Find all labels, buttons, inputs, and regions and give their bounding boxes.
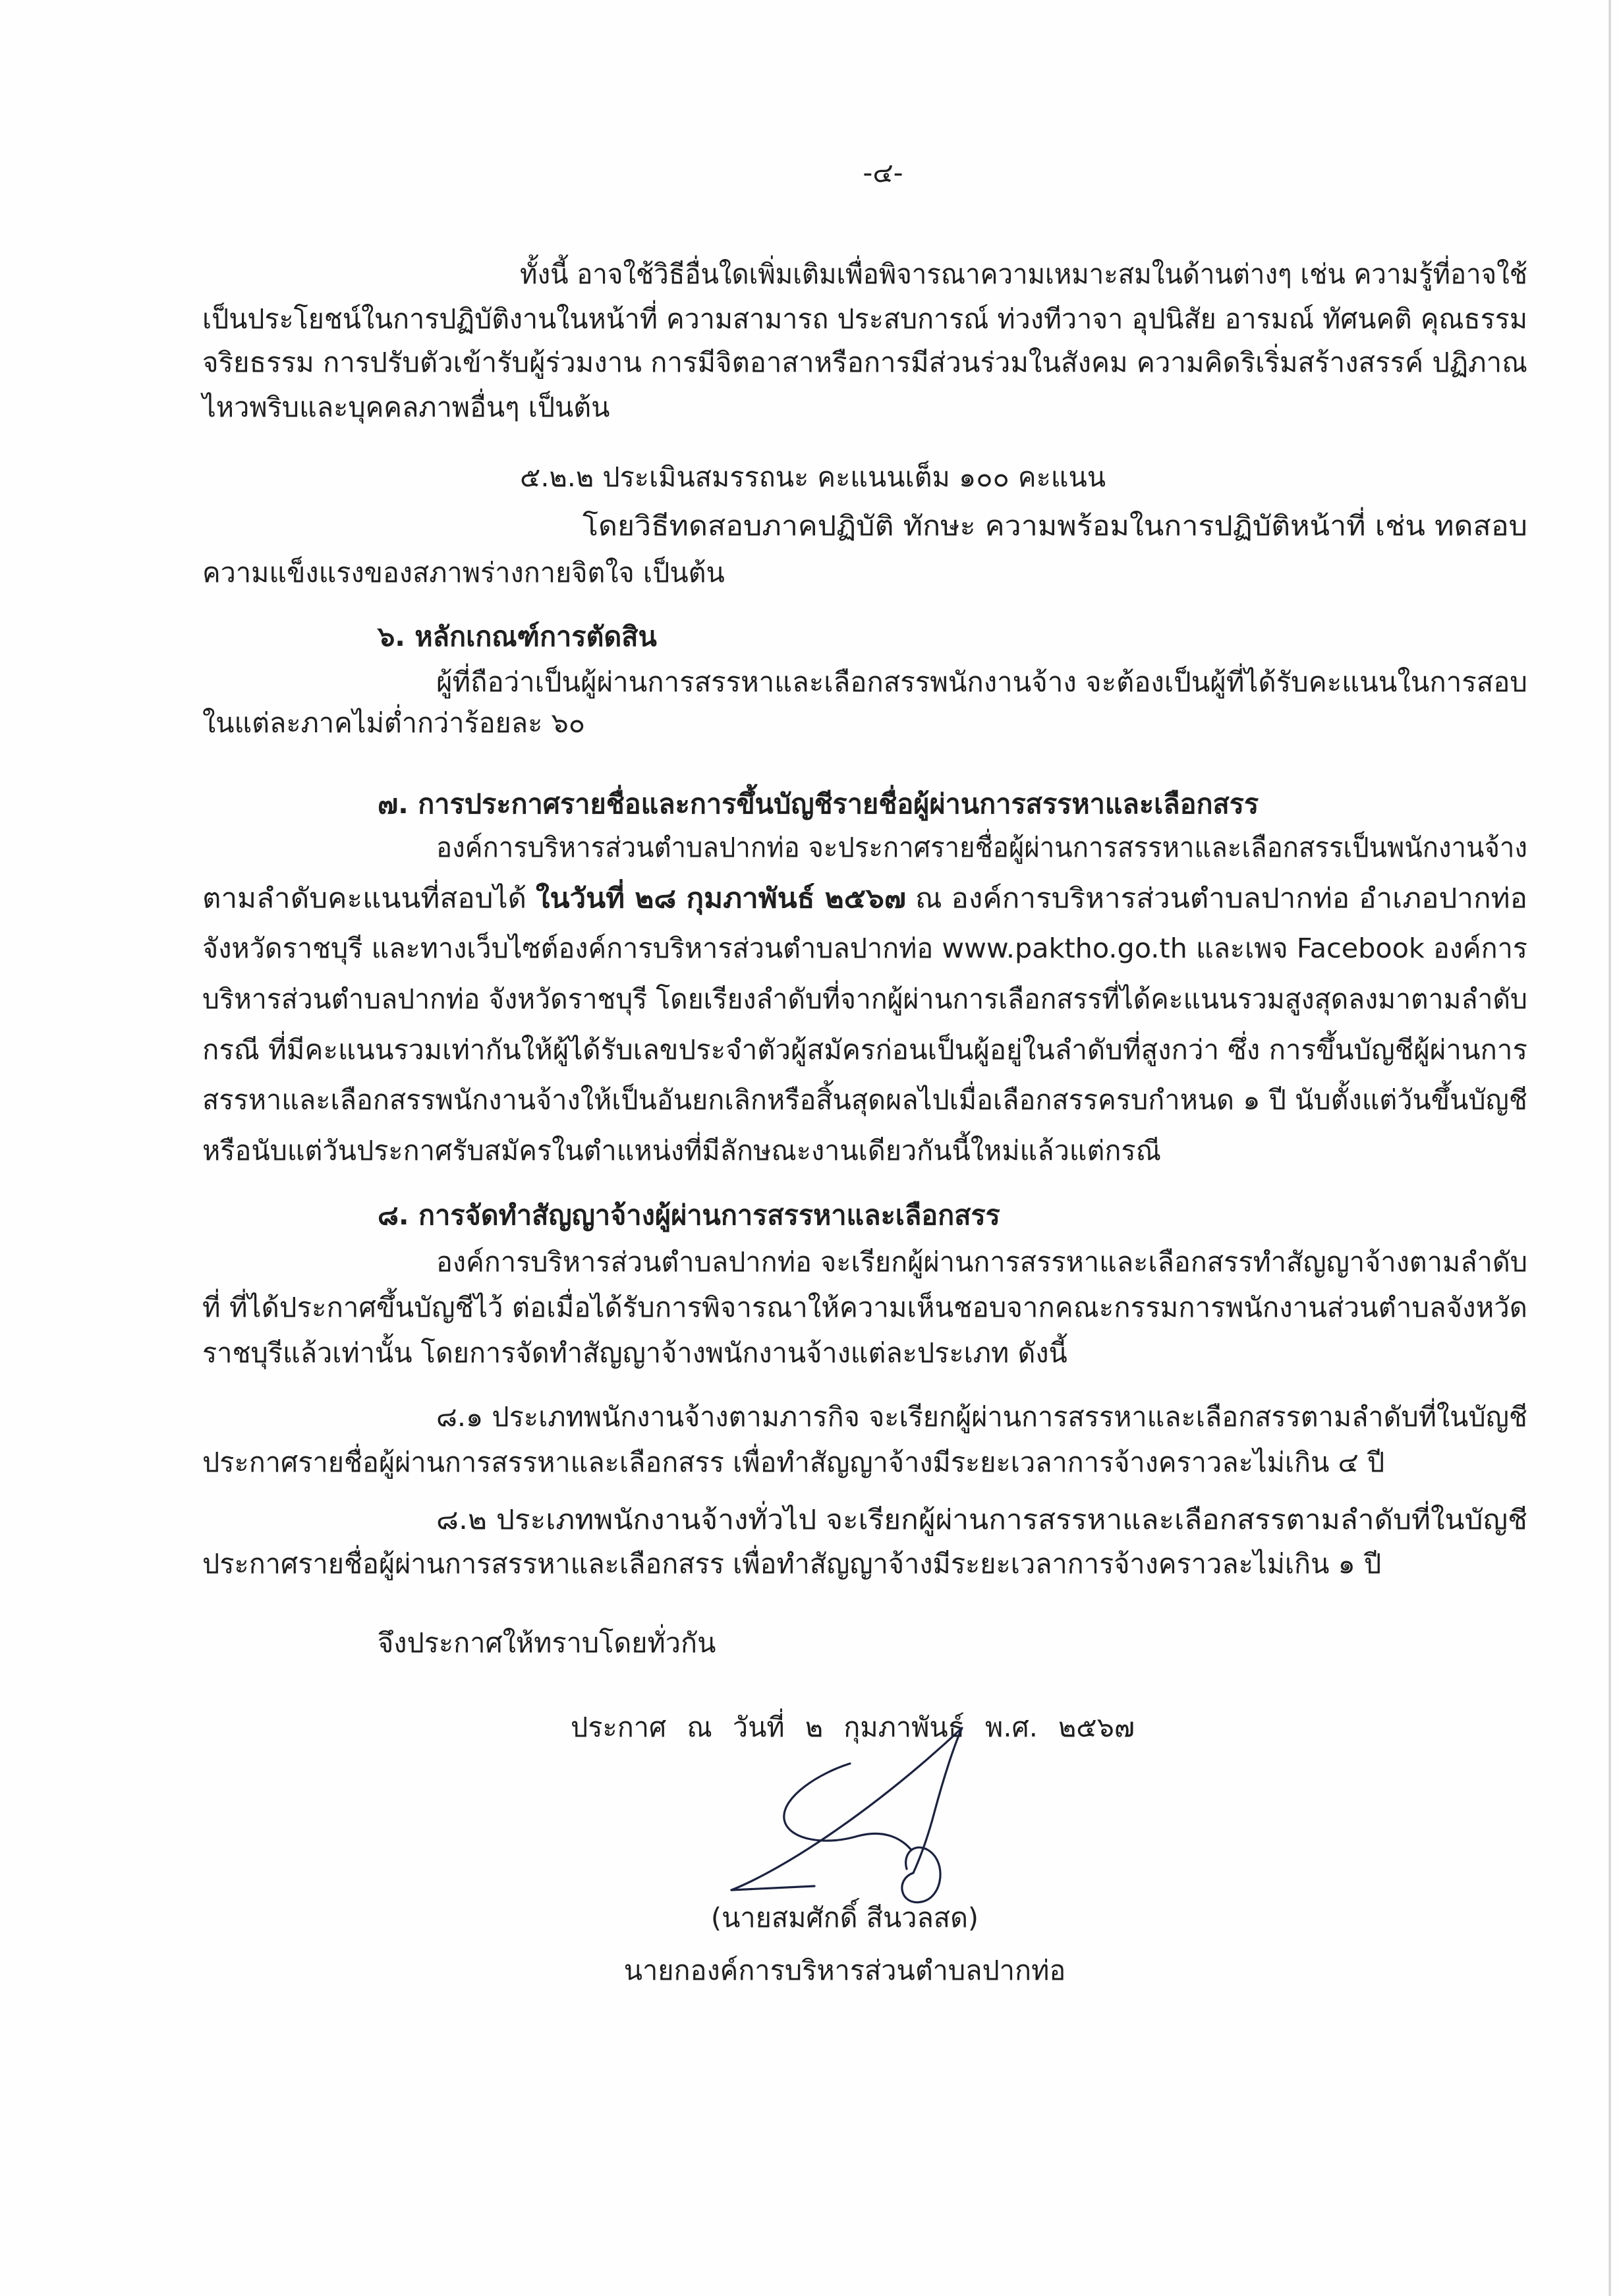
paragraph-line-text: ที่ ที่ได้ประกาศขึ้นบัญชีไว้ ต่อเมื่อได้รับการพิจารณาให้ความเห็นชอบจากคณะกรรมการพนักงานส่วนตำบลจังหวัด xyxy=(202,1292,1527,1323)
signer-name-text: (นายสมศักดิ์ สีนวลสด) xyxy=(710,1902,979,1934)
item-heading-5-2-2 xyxy=(520,451,1527,503)
paragraph-line xyxy=(202,1124,1527,1177)
paragraph-line-text: ความแข็งแรงของสภาพร่างกายจิตใจ เป็นต้น xyxy=(202,557,725,588)
signature-stroke xyxy=(731,1728,962,1890)
paragraph-line-text: กรณี ที่มีคะแนนรวมเท่ากันให้ผู้ได้รับเลขประจำตัวผู้สมัครก่อนเป็นผู้อยู่ในลำดับที่สูงกว่า ซึ่ง การขึ้นบัญชีผู้ผ่านการ xyxy=(202,1034,1527,1066)
item-8-1-line xyxy=(202,1436,1527,1489)
paragraph-line-text: จังหวัดราชบุรี และทางเว็บไซต์องค์การบริหารส่วนตำบลปากท่อ www.paktho.go.th และเพจ Facebook องค์การ xyxy=(202,933,1527,964)
paragraph-line-text: ประกาศรายชื่อผู้ผ่านการสรรหาและเลือกสรร เพื่อทำสัญญาจ้างมีระยะเวลาการจ้างคราวละไม่เกิน ๑ ปี xyxy=(202,1548,1382,1580)
paragraph-line-text: จริยธรรม การปรับตัวเข้ารับผู้ร่วมงาน การมีจิตอาสาหรือการมีส่วนร่วมในสังคม ความคิดริเริ่มสร้างสรรค์ ปฏิภาณ xyxy=(202,347,1527,378)
signer-name xyxy=(593,1891,1096,1944)
closing-statement xyxy=(378,1617,1527,1669)
paragraph-line-text: ๘.๒ ประเภทพนักงานจ้างทั่วไป จะเรียกผู้ผ่านการสรรหาและเลือกสรรตามลำดับที่ในบัญชี xyxy=(436,1504,1527,1535)
paragraph-line xyxy=(202,1023,1527,1076)
paragraph-line-text: ทั้งนี้ อาจใช้วิธีอื่นใดเพิ่มเติมเพื่อพิจารณาความเหมาะสมในด้านต่างๆ เช่น ความรู้ที่อาจใช้ xyxy=(520,258,1527,290)
section-heading-8 xyxy=(378,1189,1527,1242)
text-run: ตามลำดับคะแนนที่สอบได้ xyxy=(202,882,536,914)
closing-text: จึงประกาศให้ทราบโดยทั่วกัน xyxy=(378,1627,716,1659)
paragraph-line xyxy=(202,1281,1527,1334)
announcement-date-text: ประกาศ ณ วันที่ ๒ กุมภาพันธ์ พ.ศ. ๒๕๖๗ xyxy=(571,1711,1135,1743)
signature-stroke xyxy=(731,1886,814,1890)
paragraph-line-text: ไหวพริบและบุคคลภาพอื่นๆ เป็นต้น xyxy=(202,391,610,423)
paragraph-line xyxy=(202,381,1527,434)
paragraph-line-text: องค์การบริหารส่วนตำบลปากท่อ จะเรียกผู้ผ่านการสรรหาและเลือกสรรทำสัญญาจ้างตามลำดับ xyxy=(436,1246,1527,1278)
paragraph-line-text: ราชบุรีแล้วเท่านั้น โดยการจัดทำสัญญาจ้างพนักงานจ้างแต่ละประเภท ดังนี้ xyxy=(202,1337,1067,1369)
section-heading-text: ๘. การจัดทำสัญญาจ้างผู้ผ่านการสรรหาและเลือกสรร xyxy=(378,1199,1000,1231)
paragraph-line xyxy=(436,821,1527,874)
paragraph-line xyxy=(202,1327,1527,1379)
item-8-2-line xyxy=(202,1537,1527,1590)
paragraph-line xyxy=(202,973,1527,1025)
scan-edge-shadow xyxy=(1608,0,1611,2296)
section-heading-text: ๗. การประกาศรายชื่อและการขึ้นบัญชีรายชื่อผู้ผ่านการสรรหาและเลือกสรร xyxy=(378,788,1259,820)
paragraph-line xyxy=(202,872,1527,925)
paragraph-line xyxy=(436,1236,1527,1288)
paragraph-line xyxy=(202,546,1527,599)
paragraph-line xyxy=(582,500,1527,552)
item-8-1-line xyxy=(436,1391,1527,1443)
signer-title-text: นายกองค์การบริหารส่วนตำบลปากท่อ xyxy=(623,1955,1066,1986)
section-heading-text: ๖. หลักเกณฑ์การตัดสิน xyxy=(378,621,657,652)
page-number-text: -๔- xyxy=(863,157,903,188)
paragraph-line-text: โดยวิธีทดสอบภาคปฏิบัติ ทักษะ ความพร้อมในการปฏิบัติหน้าที่ เช่น ทดสอบ xyxy=(582,510,1527,542)
text-run: ณ องค์การบริหารส่วนตำบลปากท่อ อำเภอปากท่อ xyxy=(905,882,1527,914)
paragraph-line-text: ผู้ที่ถือว่าเป็นผู้ผ่านการสรรหาและเลือกสรรพนักงานจ้าง จะต้องเป็นผู้ที่ได้รับคะแนนในการสอบ xyxy=(436,666,1527,698)
paragraph-line xyxy=(202,1074,1527,1126)
paragraph-line xyxy=(202,922,1527,975)
paragraph-line-text: เป็นประโยชน์ในการปฏิบัติงานในหน้าที่ ความสามารถ ประสบการณ์ ท่วงทีวาจา อุปนิสัย อารมณ์ ทัศนคติ คุณธรรม xyxy=(202,303,1527,335)
paragraph-line xyxy=(202,697,1527,749)
paragraph-line-text: บริหารส่วนตำบลปากท่อ จังหวัดราชบุรี โดยเรียงลำดับที่จากผู้ผ่านการเลือกสรรที่ได้คะแนนรวมสูงสุดลงมาตามลำดับ xyxy=(202,983,1527,1015)
paragraph-line-text xyxy=(202,872,1527,925)
item-heading-text: ๕.๒.๒ ประเมินสมรรถนะ คะแนนเต็ม ๑๐๐ คะแนน xyxy=(520,461,1106,493)
signer-title xyxy=(593,1944,1096,1997)
section-heading-6 xyxy=(378,610,1527,663)
paragraph-line-text: หรือนับแต่วันประกาศรับสมัครในตำแหน่งที่มีลักษณะงานเดียวกันนี้ใหม่แล้วแต่กรณี xyxy=(202,1135,1161,1166)
page-number xyxy=(784,146,982,199)
paragraph-line-text: สรรหาและเลือกสรรพนักงานจ้างให้เป็นอันยกเลิกหรือสิ้นสุดผลไปเมื่อเลือกสรรครบกำหนด ๑ ปี นับตั้งแต่วันขึ้นบัญชี xyxy=(202,1084,1527,1116)
paragraph-line-text: ประกาศรายชื่อผู้ผ่านการสรรหาและเลือกสรร เพื่อทำสัญญาจ้างมีระยะเวลาการจ้างคราวละไม่เกิน ๔ ปี xyxy=(202,1447,1385,1478)
signature-stroke xyxy=(784,1764,911,1849)
paragraph-line-text: ๘.๑ ประเภทพนักงานจ้างตามภารกิจ จะเรียกผู้ผ่านการสรรหาและเลือกสรรตามลำดับที่ในบัญชี xyxy=(436,1401,1527,1433)
paragraph-line-text: องค์การบริหารส่วนตำบลปากท่อ จะประกาศรายชื่อผู้ผ่านการสรรหาและเลือกสรรเป็นพนักงานจ้าง xyxy=(436,832,1527,863)
announcement-date-highlight: ในวันที่ ๒๘ กุมภาพันธ์ ๒๕๖๗ xyxy=(536,882,906,914)
signature-image xyxy=(685,1713,969,1911)
paragraph-line-text: ในแต่ละภาคไม่ต่ำกว่าร้อยละ ๖๐ xyxy=(202,707,586,739)
